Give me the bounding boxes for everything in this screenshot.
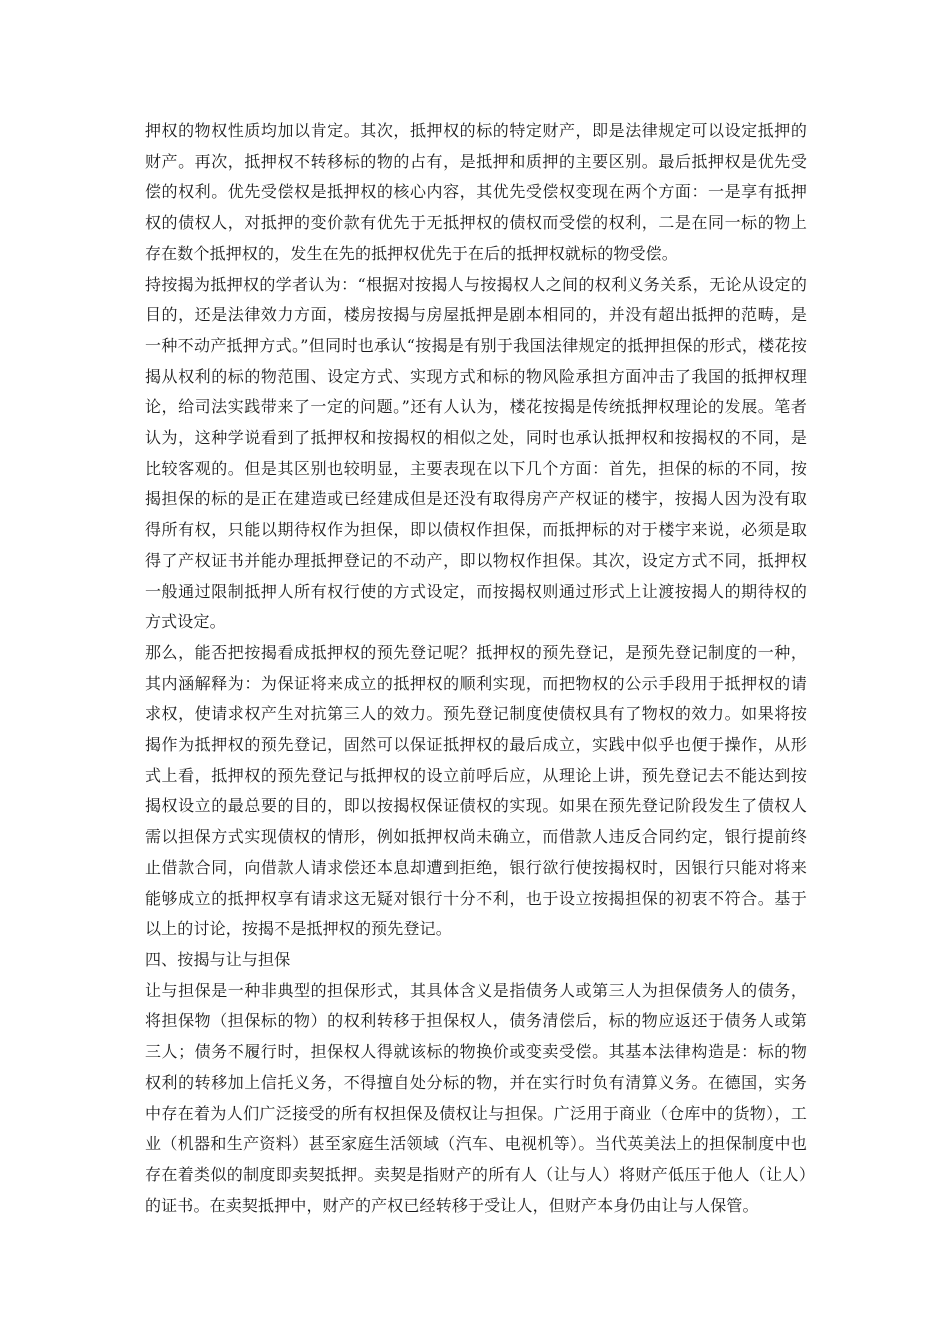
body-paragraph: 让与担保是一种非典型的担保形式，其具体含义是指债务人或第三人为担保债务人的债务，将担保物（担保标的物）的权利转移于担保权人，债务清偿后，标的物应返还于债务人或第三人；债务不履行时，担保权人得就该标的物换价或变卖受偿。其基本法律构造是：标的物权利的转移加上信托义务，不得擅自处分标的物，并在实行时负有清算义务。在德国，实务中存在着为人们广泛接受的所有权担保及债权让与担保。广泛用于商业（仓库中的货物），工业（机器和生产资料）甚至家庭生活领域（汽车、电视机等）。当代英美法上的担保制度中也存在着类似的制度即卖契抵押。卖契是指财产的所有人（让与人）将财产低压于他人（让人）的证书。在卖契抵押中，财产的产权已经转移于受让人，但财产本身仍由让与人保管。 (145, 980, 807, 1215)
body-paragraph: 那么，能否把按揭看成抵押权的预先登记呢？抵押权的预先登记，是预先登记制度的一种，其内涵解释为：为保证将来成立的抵押权的顺利实现，而把物权的公示手段用于抵押权的请求权，使请求权产生对抗第三人的效力。预先登记制度使债权具有了物权的效力。如果将按揭作为抵押权的预先登记，固然可以保证抵押权的最后成立，实践中似乎也便于操作，从形式上看，抵押权的预先登记与抵押权的设立前呼后应，从理论上讲，预先登记去不能达到按揭权设立的最总要的目的，即以按揭权保证债权的实现。如果在预先登记阶段发生了债权人需以担保方式实现债权的情形，例如抵押权尚未确立，而借款人违反合同约定，银行提前终止借款合同，向借款人请求偿还本息却遭到拒绝，银行欲行使按揭权时，因银行只能对将来能够成立的抵押权享有请求这无疑对银行十分不利，也于设立按揭担保的初衷不符合。基于以上的讨论，按揭不是抵押权的预先登记。 (145, 642, 807, 939)
body-paragraph: 持按揭为抵押权的学者认为：“根据对按揭人与按揭权人之间的权利义务关系，无论从设定的目的，还是法律效力方面，楼房按揭与房屋抵押是剧本相同的，并没有超出抵押的范畴，是一种不动产抵押方式。”但同时也承认“按揭是有别于我国法律规定的抵押担保的形式，楼花按揭从权利的标的物范围、设定方式、实现方式和标的物风险承担方面冲击了我国的抵押权理论，给司法实践带来了一定的问题。”还有人认为，楼花按揭是传统抵押权理论的发展。笔者认为，这种学说看到了抵押权和按揭权的相似之处，同时也承认抵押权和按揭权的不同，是比较客观的。但是其区别也较明显，主要表现在以下几个方面：首先，担保的标的不同，按揭担保的标的是正在建造或已经建成但是还没有取得房产产权证的楼宇，按揭人因为没有取得所有权，只能以期待权作为担保，即以债权作担保，而抵押标的对于楼宇来说，必须是取得了产权证书并能办理抵押登记的不动产，即以物权作担保。其次，设定方式不同，抵押权一般通过限制抵押人所有权行使的方式设定，而按揭权则通过形式上让渡按揭人的期待权的方式设定。 (145, 274, 807, 632)
section-heading: 四、按揭与让与担保 (145, 949, 291, 969)
body-paragraph: 押权的物权性质均加以肯定。其次，抵押权的标的特定财产，即是法律规定可以设定抵押的财产。再次，抵押权不转移标的物的占有，是抵押和质押的主要区别。最后抵押权是优先受偿的权利。优先受偿权是抵押权的核心内容，其优先受偿权变现在两个方面：一是享有抵押权的债权人，对抵押的变价款有优先于无抵押权的债权而受偿的权利，二是在同一标的物上存在数个抵押权的，发生在先的抵押权优先于在后的抵押权就标的物受偿。 (145, 121, 807, 263)
document-page (145, 116, 807, 1221)
